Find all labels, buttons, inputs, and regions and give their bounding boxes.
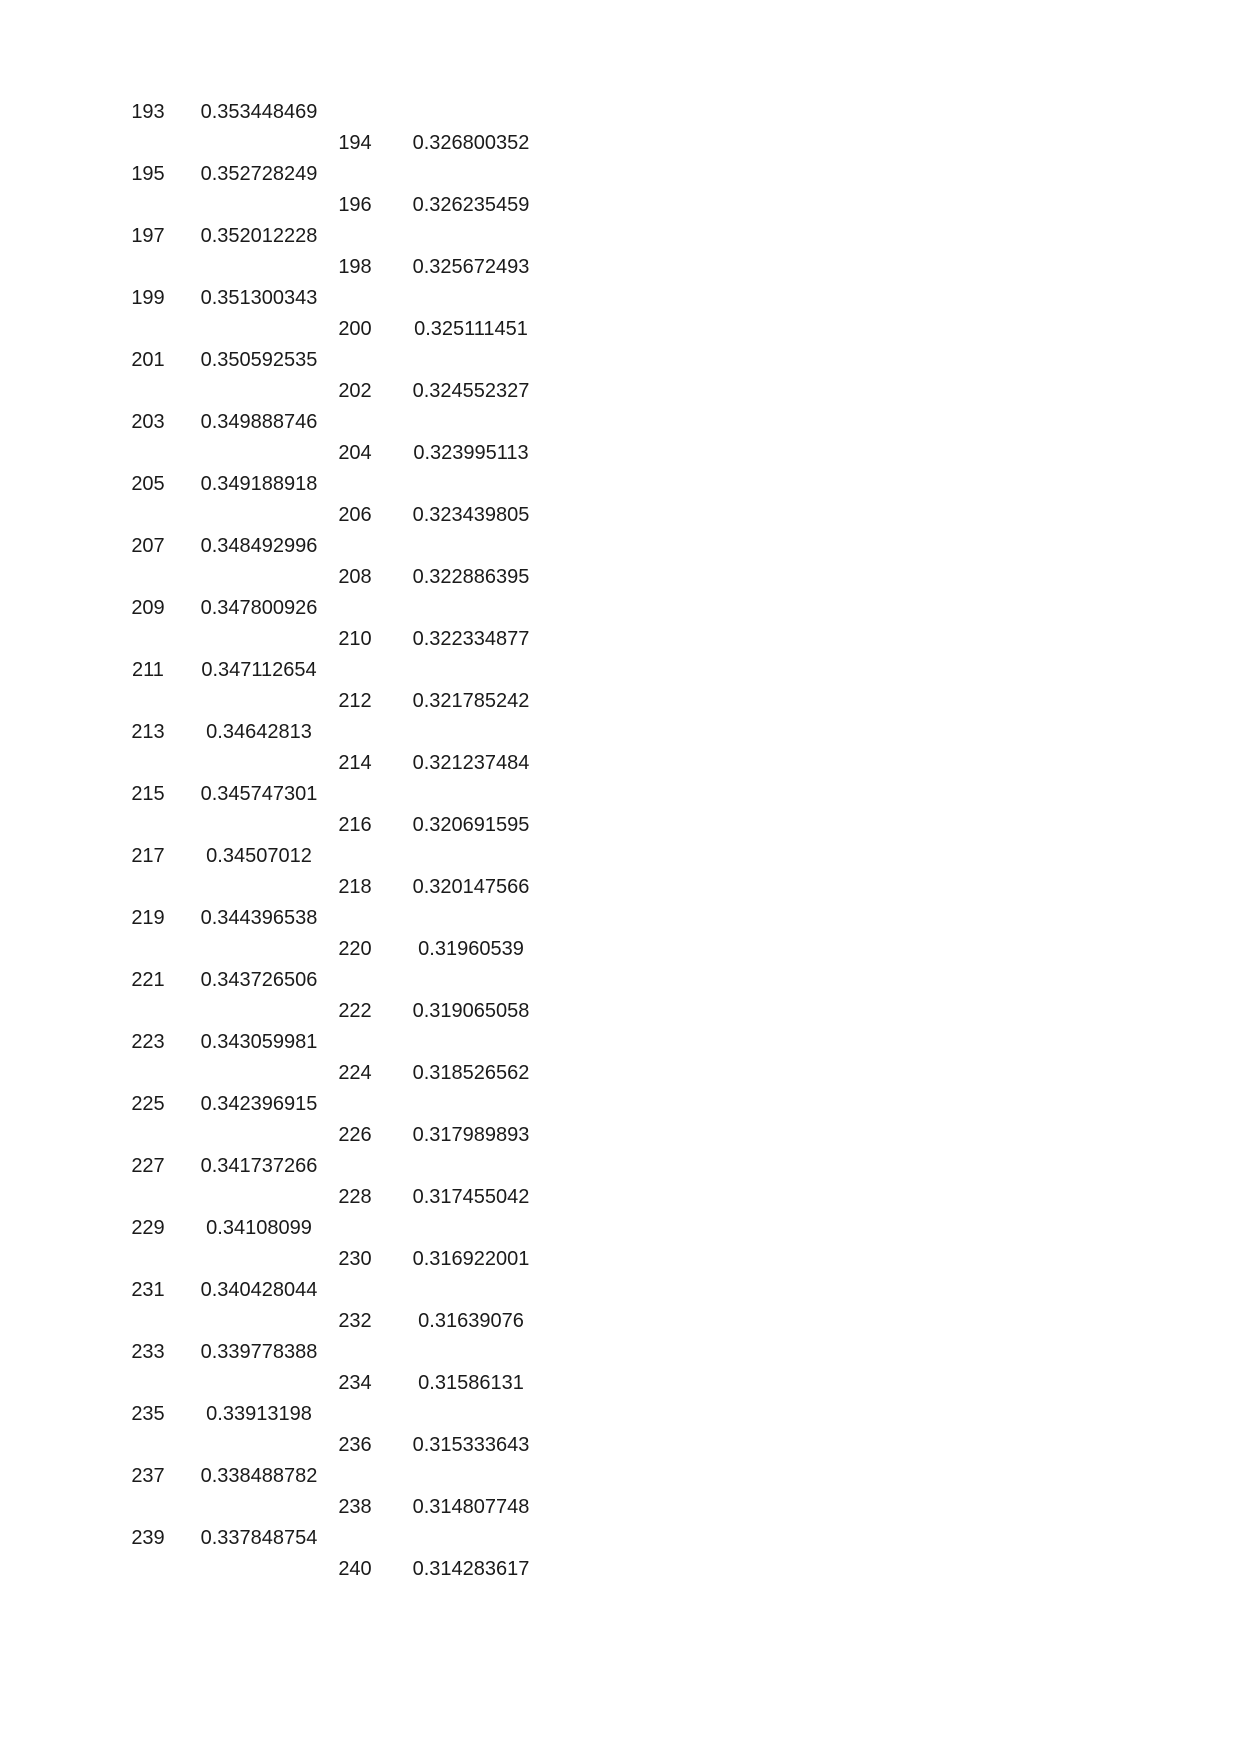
row-index-cell: 215 <box>131 783 165 805</box>
row-index-cell: 211 <box>132 659 164 681</box>
row-value-cell: 0.344396538 <box>200 907 318 929</box>
row-index-cell: 209 <box>131 597 165 619</box>
row-index-cell: 234 <box>338 1372 372 1394</box>
row-index-cell: 227 <box>131 1155 165 1177</box>
row-value-cell: 0.348492996 <box>200 535 318 557</box>
row-value-cell: 0.322886395 <box>412 566 530 588</box>
row-value-cell: 0.351300343 <box>200 287 318 309</box>
row-index-cell: 219 <box>131 907 165 929</box>
row-value-cell: 0.34108099 <box>206 1217 312 1239</box>
row-index-cell: 223 <box>131 1031 165 1053</box>
row-value-cell: 0.320691595 <box>412 814 530 836</box>
row-value-cell: 0.33913198 <box>206 1403 312 1425</box>
row-value-cell: 0.345747301 <box>200 783 318 805</box>
row-index-cell: 237 <box>131 1465 165 1487</box>
row-index-cell: 198 <box>338 256 372 278</box>
row-index-cell: 235 <box>131 1403 165 1425</box>
row-value-cell: 0.34507012 <box>206 845 312 867</box>
row-value-cell: 0.315333643 <box>412 1434 530 1456</box>
row-index-cell: 197 <box>131 225 165 247</box>
row-value-cell: 0.323995113 <box>413 442 529 464</box>
row-value-cell: 0.341737266 <box>200 1155 318 1177</box>
row-value-cell: 0.316922001 <box>412 1248 530 1270</box>
row-index-cell: 217 <box>131 845 165 867</box>
row-index-cell: 202 <box>338 380 372 402</box>
row-value-cell: 0.340428044 <box>200 1279 318 1301</box>
row-value-cell: 0.353448469 <box>200 101 318 123</box>
row-value-cell: 0.325672493 <box>412 256 530 278</box>
row-index-cell: 238 <box>338 1496 372 1518</box>
row-value-cell: 0.319065058 <box>412 1000 530 1022</box>
row-value-cell: 0.347112654 <box>201 659 317 681</box>
row-value-cell: 0.322334877 <box>412 628 530 650</box>
row-index-cell: 195 <box>131 163 165 185</box>
row-index-cell: 213 <box>131 721 165 743</box>
row-index-cell: 240 <box>338 1558 372 1580</box>
row-value-cell: 0.320147566 <box>412 876 530 898</box>
row-index-cell: 228 <box>338 1186 372 1208</box>
row-index-cell: 226 <box>338 1124 372 1146</box>
row-value-cell: 0.317989893 <box>412 1124 530 1146</box>
row-index-cell: 218 <box>338 876 372 898</box>
row-index-cell: 207 <box>131 535 165 557</box>
row-index-cell: 224 <box>338 1062 372 1084</box>
row-index-cell: 212 <box>338 690 372 712</box>
row-value-cell: 0.326235459 <box>412 194 530 216</box>
row-index-cell: 220 <box>338 938 372 960</box>
row-index-cell: 225 <box>131 1093 165 1115</box>
row-index-cell: 205 <box>131 473 165 495</box>
row-value-cell: 0.321237484 <box>412 752 530 774</box>
row-value-cell: 0.342396915 <box>200 1093 318 1115</box>
row-value-cell: 0.314283617 <box>412 1558 530 1580</box>
row-value-cell: 0.352012228 <box>200 225 318 247</box>
row-value-cell: 0.317455042 <box>412 1186 530 1208</box>
row-index-cell: 200 <box>338 318 372 340</box>
row-value-cell: 0.326800352 <box>412 132 530 154</box>
row-index-cell: 210 <box>338 628 372 650</box>
row-index-cell: 236 <box>338 1434 372 1456</box>
row-index-cell: 208 <box>338 566 372 588</box>
row-value-cell: 0.350592535 <box>200 349 318 371</box>
row-value-cell: 0.325111451 <box>414 318 528 340</box>
row-index-cell: 194 <box>338 132 372 154</box>
row-index-cell: 214 <box>338 752 372 774</box>
row-value-cell: 0.314807748 <box>412 1496 530 1518</box>
row-index-cell: 206 <box>338 504 372 526</box>
row-value-cell: 0.31586131 <box>418 1372 524 1394</box>
row-index-cell: 231 <box>131 1279 165 1301</box>
row-value-cell: 0.349188918 <box>200 473 318 495</box>
row-index-cell: 204 <box>338 442 372 464</box>
row-index-cell: 203 <box>131 411 165 433</box>
row-value-cell: 0.339778388 <box>200 1341 318 1363</box>
row-index-cell: 193 <box>131 101 165 123</box>
row-value-cell: 0.347800926 <box>200 597 318 619</box>
row-index-cell: 232 <box>338 1310 372 1332</box>
row-value-cell: 0.338488782 <box>200 1465 318 1487</box>
row-index-cell: 239 <box>131 1527 165 1549</box>
row-value-cell: 0.321785242 <box>412 690 530 712</box>
row-value-cell: 0.318526562 <box>412 1062 530 1084</box>
row-value-cell: 0.343726506 <box>200 969 318 991</box>
row-index-cell: 201 <box>131 349 165 371</box>
row-value-cell: 0.31960539 <box>418 938 524 960</box>
row-value-cell: 0.349888746 <box>200 411 318 433</box>
row-value-cell: 0.34642813 <box>206 721 312 743</box>
row-index-cell: 221 <box>131 969 165 991</box>
row-index-cell: 233 <box>131 1341 165 1363</box>
row-value-cell: 0.343059981 <box>200 1031 318 1053</box>
row-value-cell: 0.324552327 <box>412 380 530 402</box>
row-index-cell: 196 <box>338 194 372 216</box>
row-value-cell: 0.31639076 <box>418 1310 524 1332</box>
row-value-cell: 0.323439805 <box>412 504 530 526</box>
row-index-cell: 216 <box>338 814 372 836</box>
row-index-cell: 229 <box>131 1217 165 1239</box>
row-index-cell: 222 <box>338 1000 372 1022</box>
row-value-cell: 0.337848754 <box>200 1527 318 1549</box>
row-index-cell: 230 <box>338 1248 372 1270</box>
row-index-cell: 199 <box>131 287 165 309</box>
row-value-cell: 0.352728249 <box>200 163 318 185</box>
